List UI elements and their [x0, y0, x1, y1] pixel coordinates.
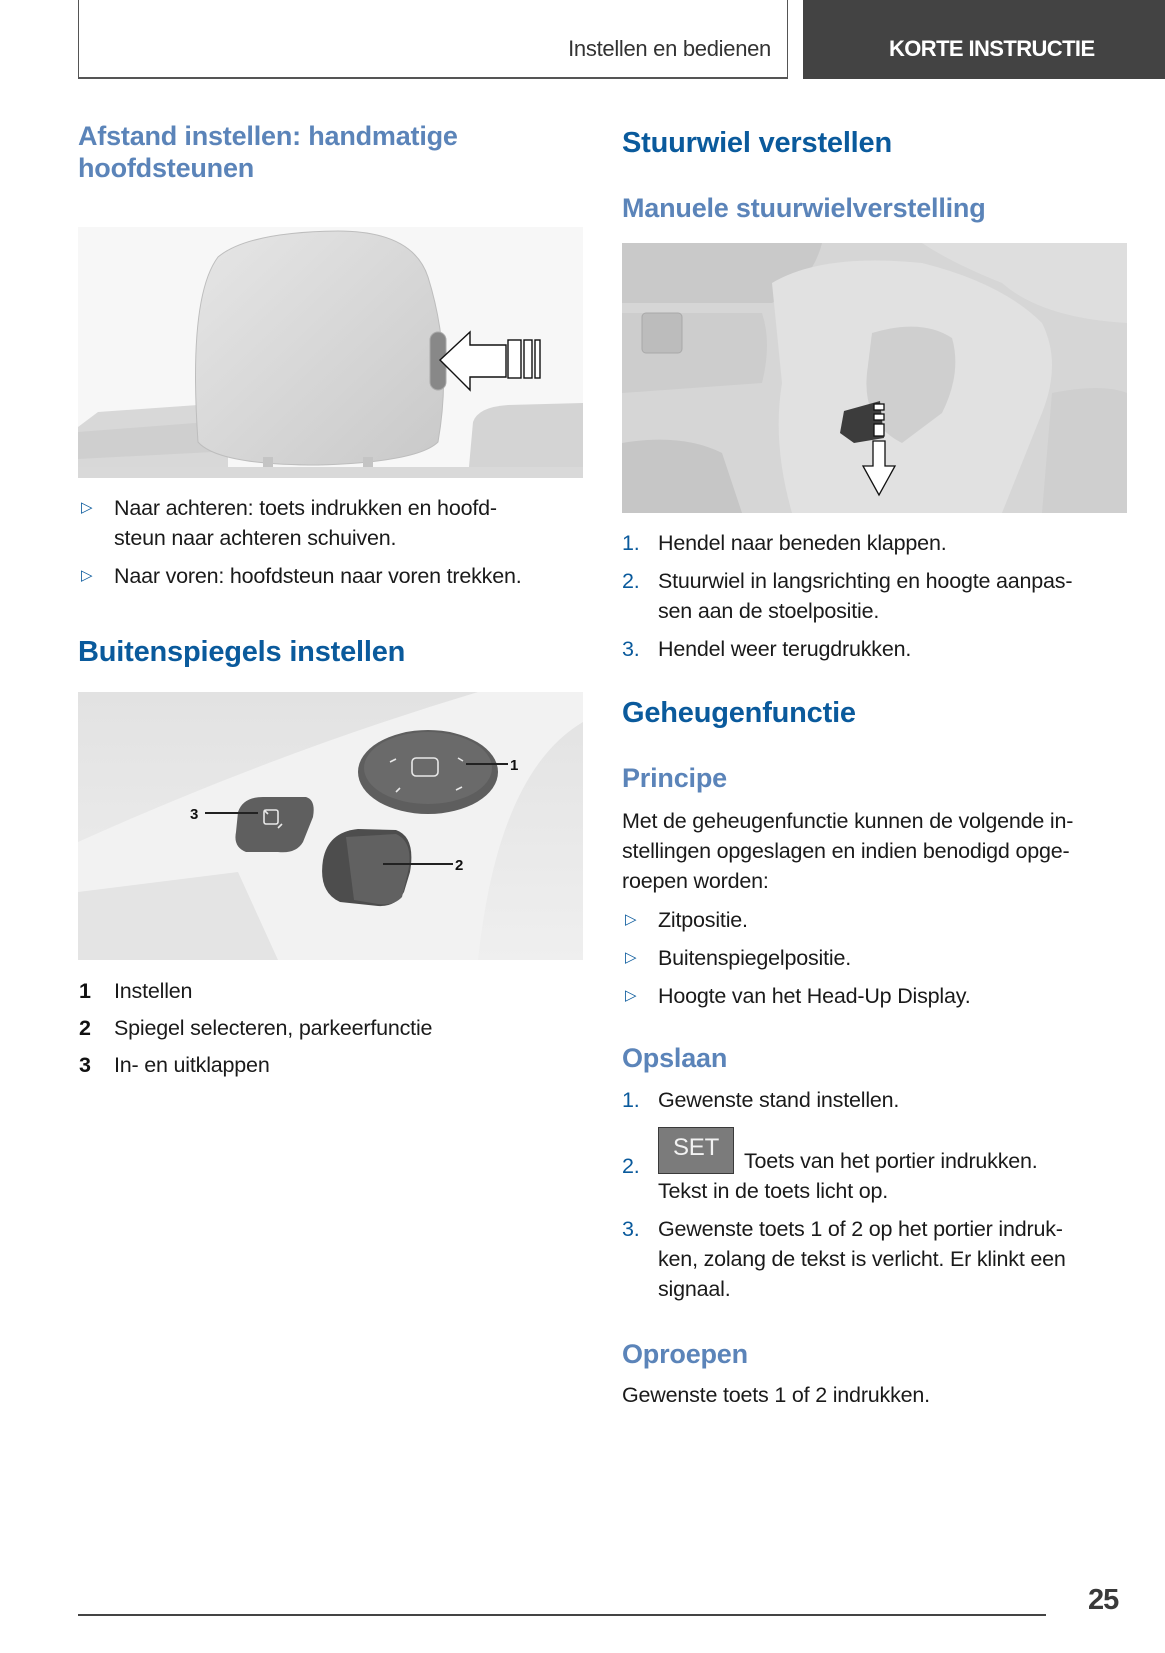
- svg-text:2: 2: [455, 857, 464, 874]
- chapter-title: Instellen en bedienen: [568, 36, 771, 61]
- bullet-item: ▷ Zitpositie.: [622, 905, 1127, 935]
- step-item: 2. SET Toets van het portier indrukken. Tekst in de toets licht op.: [622, 1129, 1127, 1206]
- step-item: 3. Hendel weer terugdrukken.: [622, 637, 912, 661]
- mirror-legend-list: [78, 976, 583, 1087]
- bullet-item: ▷ Naar achteren: toets indrukken en hoofd- steun naar achteren schuiven.: [78, 493, 583, 553]
- headrest-bullet-list: [78, 493, 583, 599]
- legend-item: 3 In- en uitklappen: [79, 1053, 270, 1077]
- headrest-heading-line1: Afstand instellen: handmatige: [78, 121, 458, 151]
- header-section-tab: [803, 0, 1165, 79]
- triangle-bullet-icon: ▷: [625, 911, 637, 928]
- headrest-figure: [78, 227, 583, 478]
- triangle-bullet-icon: ▷: [625, 949, 637, 966]
- mirrors-heading: Buitenspiegels instellen: [78, 636, 406, 668]
- legend-item: 1 Instellen: [79, 979, 193, 1003]
- steering-column-illustration: [622, 243, 1127, 513]
- legend-item: 2 Spiegel selecteren, parkeerfunctie: [79, 1016, 433, 1040]
- headrest-illustration: [78, 227, 583, 478]
- triangle-bullet-icon: ▷: [625, 987, 637, 1004]
- triangle-bullet-icon: ▷: [81, 499, 93, 516]
- principle-subheading: Principe: [622, 763, 727, 793]
- bullet-item: ▷ Hoogte van het Head-Up Display.: [622, 981, 1127, 1011]
- steering-subheading: Manuele stuurwielverstelling: [622, 193, 986, 223]
- svg-text:3: 3: [190, 806, 199, 823]
- save-subheading: Opslaan: [622, 1043, 728, 1073]
- set-key-icon: SET: [658, 1127, 734, 1174]
- step-item: 1. Hendel naar beneden klappen.: [622, 531, 947, 555]
- mirror-controls-figure: [78, 692, 583, 960]
- page-number: 25: [1088, 1584, 1119, 1616]
- recall-subheading: Oproepen: [622, 1339, 748, 1369]
- triangle-bullet-icon: ▷: [81, 567, 93, 584]
- memory-bullet-list: [622, 905, 1127, 1019]
- recall-text: Gewenste toets 1 of 2 indrukken.: [622, 1383, 930, 1407]
- steering-figure: [622, 243, 1127, 513]
- bullet-item: ▷ Buitenspiegelpositie.: [622, 943, 1127, 973]
- bullet-item: ▷ Naar voren: hoofdsteun naar voren trekken.: [78, 561, 583, 591]
- step-item: 1. Gewenste stand instellen.: [622, 1088, 900, 1112]
- principle-paragraph: Met de geheugenfunctie kunnen de volgende in- stellingen opgeslagen en indien benodigd opge- roepen worden:: [622, 809, 1074, 893]
- save-steps-list: [622, 1085, 1127, 1312]
- svg-text:1: 1: [510, 757, 519, 774]
- memory-heading: Geheugenfunctie: [622, 697, 856, 729]
- footer-divider: [78, 1614, 1046, 1616]
- steering-heading: Stuurwiel verstellen: [622, 127, 892, 159]
- section-tab-label: KORTE INSTRUCTIE: [889, 36, 1095, 61]
- mirror-controls-illustration: [78, 692, 583, 960]
- headrest-heading-line2: hoofdsteunen: [78, 153, 255, 183]
- step-item: 2. Stuurwiel in langsrichting en hoogte aanpas- sen aan de stoelpositie.: [622, 569, 1073, 623]
- header-chapter-box: [78, 0, 788, 79]
- steering-steps-list: [622, 528, 1127, 672]
- headrest-heading: [78, 120, 583, 184]
- step-item: 3. Gewenste toets 1 of 2 op het portier indruk- ken, zolang de tekst is verlicht. Er klinkt een signaal.: [622, 1217, 1066, 1301]
